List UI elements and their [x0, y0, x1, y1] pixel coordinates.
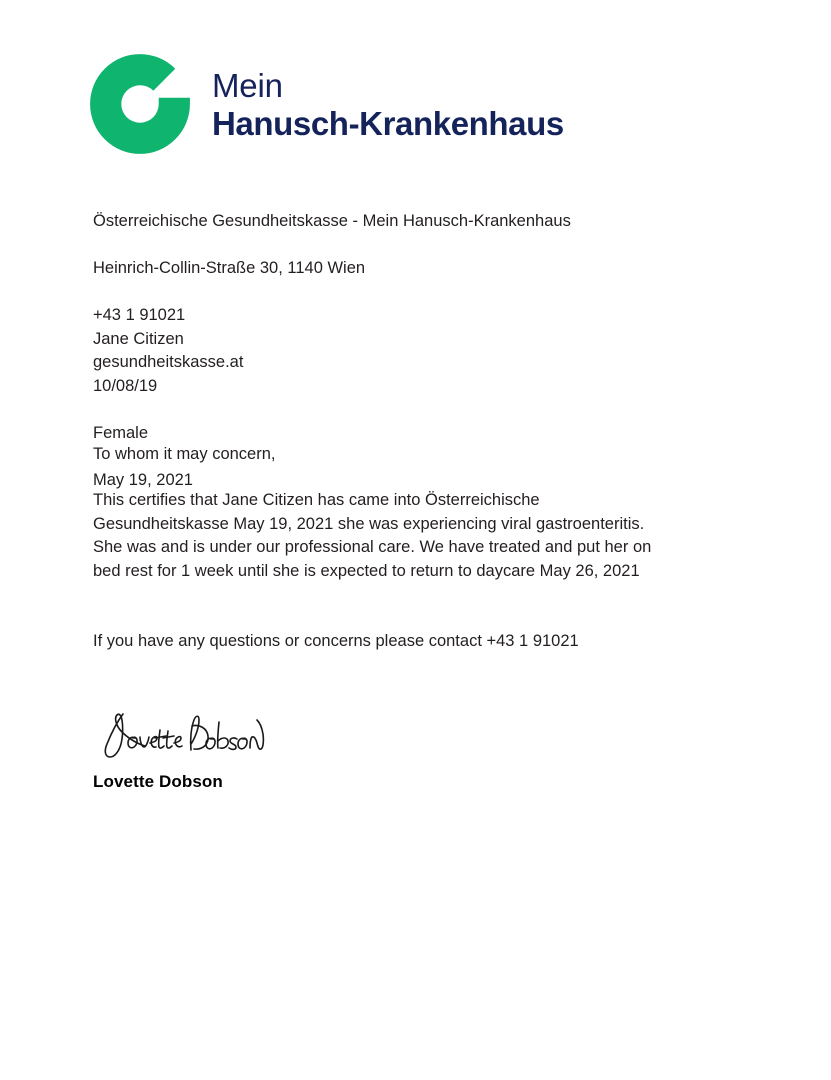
letterhead	[88, 52, 564, 156]
patient-block	[93, 304, 193, 516]
patient-date-of-birth: 10/08/19	[93, 376, 158, 395]
wordmark	[212, 66, 564, 142]
organization-address: Heinrich-Collin-Straße 30, 1140 Wien	[93, 258, 366, 277]
signature-printed-name: Lovette Dobson	[93, 772, 223, 791]
organization-phone: +43 1 91021	[93, 305, 186, 324]
letter-body: This certifies that Jane Citizen has came into Österreichische Gesundheitskasse May 19, 2021 she was experiencing viral gastroenteritis. She was and is under our professional care. We have treated and put her on bed rest for 1 week until she is expected to return to daycare May 26, 2021	[93, 491, 652, 580]
signature-area	[93, 708, 268, 792]
organization-name: Österreichische Gesundheitskasse - Mein Hanusch-Krankenhaus	[93, 211, 571, 230]
patient-sex: Female	[93, 423, 149, 442]
wordmark-line-hospital: Hanusch-Krankenhaus	[212, 104, 564, 142]
letter-date: May 19, 2021	[93, 470, 193, 489]
handwritten-signature-icon	[93, 708, 268, 766]
organization-website: gesundheitskasse.at	[93, 352, 244, 371]
salutation: To whom it may concern,	[93, 445, 276, 463]
contact-line: If you have any questions or concerns please contact +43 1 91021	[93, 632, 579, 650]
patient-name: Jane Citizen	[93, 329, 184, 348]
green-ring-logo-icon	[88, 52, 192, 156]
wordmark-line-mein: Mein	[212, 66, 283, 104]
